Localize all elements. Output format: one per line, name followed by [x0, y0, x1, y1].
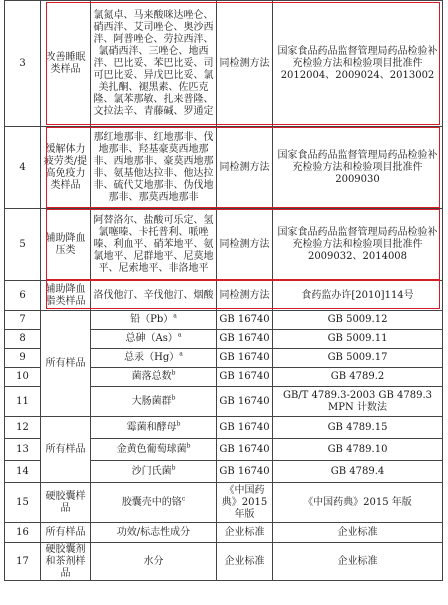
sample-category: 所有样品 — [41, 417, 91, 483]
test-method: GB 5009.12 — [273, 311, 443, 330]
table-row — [5, 311, 443, 330]
table-row — [5, 209, 443, 281]
test-method: GB 4789.15 — [273, 417, 443, 439]
table-row — [5, 483, 443, 523]
judgment-standard: 《中国药典》2015年版 — [217, 483, 273, 523]
sample-category: 硬胶囊剂和茶剂样品 — [41, 543, 91, 581]
test-item: 金黄色葡萄球菌$^b$ — [91, 439, 217, 461]
test-item: 胶囊壳中的铬$^c$ — [91, 483, 217, 523]
test-items: 氯氮卓、马来酸咪达唑仑、硝西泮、艾司唑仑、奥沙西泮、阿普唑仑、劳拉西泮、氯硝西泮、三唑仑、地西泮、巴比妥、苯巴比妥、司可巴比妥、异戊巴比妥、氯美扎酮、褪黑素、佐匹克隆、氯苯那敏、扎来普隆、文拉法辛、青藤碱、罗通定 — [91, 1, 217, 127]
judgment-standard: 同检测方法 — [217, 281, 273, 311]
table-row — [5, 281, 443, 311]
test-item: 沙门氏菌$^b$ — [91, 461, 217, 483]
test-item: 功效/标志性成分 — [91, 523, 217, 543]
row-number: 8 — [5, 330, 41, 349]
test-items: 阿替洛尔、盐酸可乐定、氢氯噻嗪、卡托普利、哌唑嗪、利血平、硝苯地平、氨氯地平、尼群地平、尼莫地平、尼索地平、非洛地平 — [91, 209, 217, 281]
test-method: GB 4789.2 — [273, 368, 443, 387]
judgment-standard: 同检测方法 — [217, 127, 273, 209]
row-number: 5 — [5, 209, 41, 281]
row-number: 9 — [5, 349, 41, 368]
row-number: 12 — [5, 417, 41, 439]
judgment-standard: 企业标准 — [217, 523, 273, 543]
row-number: 6 — [5, 281, 41, 311]
test-item: 菌落总数$^b$ — [91, 368, 217, 387]
judgment-standard: GB 16740 — [217, 349, 273, 368]
test-item: 水分 — [91, 543, 217, 581]
test-item: 大肠菌群$^b$ — [91, 387, 217, 417]
test-items-table — [4, 0, 443, 581]
judgment-standard: GB 16740 — [217, 368, 273, 387]
test-method: 国家食品药品监督管理局药品检验补充检验方法和检验项目批准件 2009030 — [273, 127, 443, 209]
table-row — [5, 543, 443, 581]
test-method: 《中国药典》2015 年版 — [273, 483, 443, 523]
table-row — [5, 417, 443, 439]
judgment-standard: GB 16740 — [217, 311, 273, 330]
test-method: 企业标准 — [273, 543, 443, 581]
judgment-standard: GB 16740 — [217, 330, 273, 349]
test-method: GB 4789.4 — [273, 461, 443, 483]
sample-category: 所有样品 — [41, 523, 91, 543]
row-number: 17 — [5, 543, 41, 581]
test-item: 总砷$(As)^a$ — [91, 330, 217, 349]
row-number: 15 — [5, 483, 41, 523]
test-method: GB/T 4789.3-2003 GB 4789.3 MPN 计数法 — [273, 387, 443, 417]
judgment-standard: GB 16740 — [217, 387, 273, 417]
test-method: 国家食品药品监督管理局药品检验补充检验方法和检验项目批准件 2012004、2009024、2013002 — [273, 1, 443, 127]
sample-category: 辅助降血压类 — [41, 209, 91, 281]
row-number: 11 — [5, 387, 41, 417]
judgment-standard: GB 16740 — [217, 417, 273, 439]
test-method: 国家食品药品监督管理局药品检验补充检验方法和检验项目批准件 2009032、2014008 — [273, 209, 443, 281]
row-number: 16 — [5, 523, 41, 543]
table-row — [5, 523, 443, 543]
test-method: 企业标准 — [273, 523, 443, 543]
row-number: 7 — [5, 311, 41, 330]
sample-category: 硬胶囊样品 — [41, 483, 91, 523]
judgment-standard: 企业标准 — [217, 543, 273, 581]
test-item: 总汞$(Hg)^a$ — [91, 349, 217, 368]
test-method: 食药监办许[2010]114号 — [273, 281, 443, 311]
judgment-standard: GB 16740 — [217, 461, 273, 483]
row-number: 3 — [5, 1, 41, 127]
sample-category: 缓解体力疲劳类/提高免疫力类样品 — [41, 127, 91, 209]
test-items: 洛伐他汀、辛伐他汀、烟酸 — [91, 281, 217, 311]
judgment-standard: 同检测方法 — [217, 1, 273, 127]
row-number: 4 — [5, 127, 41, 209]
sample-category: 所有样品 — [41, 311, 91, 417]
row-number: 13 — [5, 439, 41, 461]
judgment-standard: 同检测方法 — [217, 209, 273, 281]
table-row — [5, 127, 443, 209]
test-method: GB 5009.11 — [273, 330, 443, 349]
judgment-standard: GB 16740 — [217, 439, 273, 461]
test-method: GB 5009.17 — [273, 349, 443, 368]
test-item: 铅$(Pb)^a$ — [91, 311, 217, 330]
test-method: GB 4789.10 — [273, 439, 443, 461]
sample-category: 辅助降血脂类样品 — [41, 281, 91, 311]
sample-category: 改善睡眠类样品 — [41, 1, 91, 127]
row-number: 10 — [5, 368, 41, 387]
table-row — [5, 1, 443, 127]
test-item: 霉菌和酵母$^b$ — [91, 417, 217, 439]
row-number: 14 — [5, 461, 41, 483]
test-items: 那红地那非、红地那非、伐地那非、羟基豪莫西地那非、西地那非、豪莫西地那非、氨基他达拉非、他达拉非、硫代艾地那非、伪伐地那非、那莫西地那非 — [91, 127, 217, 209]
